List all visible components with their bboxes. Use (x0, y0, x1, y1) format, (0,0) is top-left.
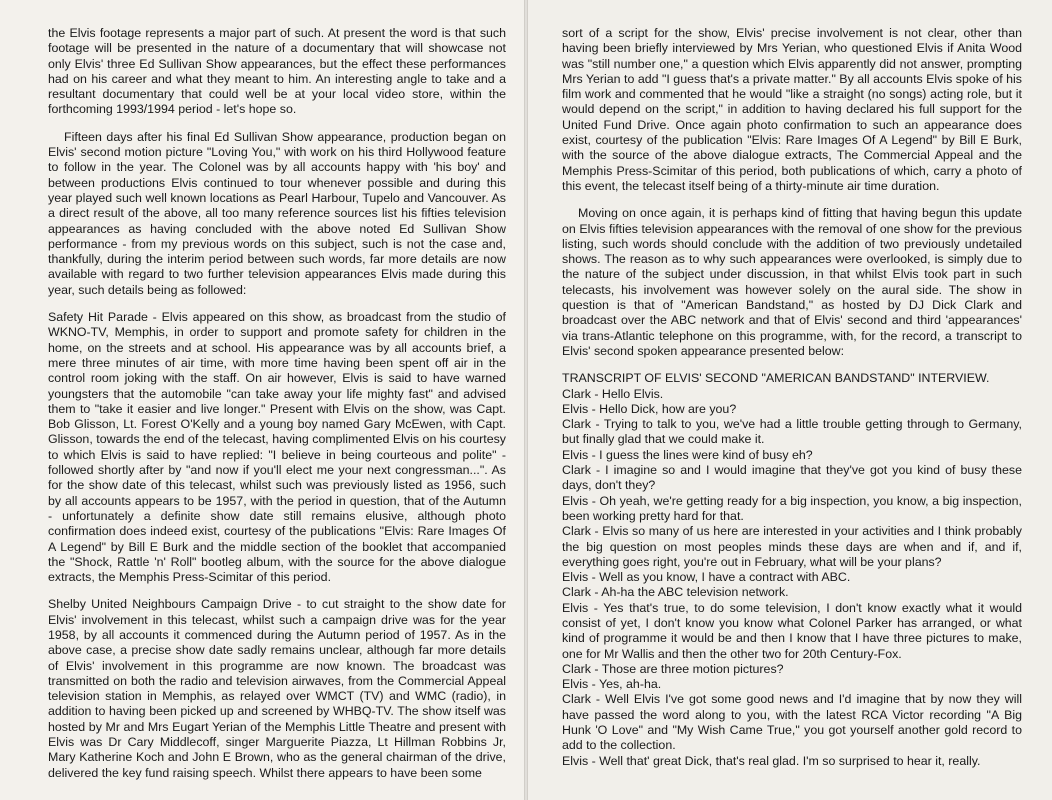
transcript-line: Clark - I imagine so and I would imagine that they've got you kind of busy these days, don't they? (562, 463, 1022, 493)
transcript-line: Clark - Ah-ha the ABC television network. (562, 585, 789, 600)
transcript-line: Clark - Elvis so many of us here are interested in your activities and I think probably the big question on most peoples minds these days are when and if, and if, everything goes right, you're out in February, what will be your plans? (562, 524, 1022, 569)
paragraph-footage-documentary: the Elvis footage represents a major part of such. At present the word is that such footage will be presented in the nature of a documentary that will showcase not only Elvis' three Ed Sullivan Show appearances, but the effect these performances had on his career and what they meant to him. An interesting angle to take and a resultant documentary that could well be at your local video store, within the forthcoming 1993/1994 period - let's hope so. (48, 26, 506, 117)
paragraph-loving-you: Fifteen days after his final Ed Sullivan Show appearance, production began on Elvis' second motion picture "Loving You," with work on his third Hollywood feature to follow in the year. The Colonel was by all accounts happy with 'his boy' and between productions Elvis continued to tour whenever possible and during this year played such well known locations as Pearl Harbour, Tupelo and Vancouver. As a direct result of the above, all too many reference sources list his fifties television appearances as having concluded with the above noted Ed Sullivan Show performance - from my previous words on this subject, such is not the case and, thankfully, during the interim period between such words, far more details are now available with regard to two further television appearances Elvis made during this year, such details being as followed: (48, 129, 506, 297)
transcript-line: Elvis - Yes that's true, to do some television, I don't know exactly what it would consist of yet, I don't know you know what Colonel Parker has arranged, or what kind of programme it would be and then I know that I have three pictures to make, one for Mr Wallis and then the other two for 20th Century-Fox. (562, 600, 1022, 661)
transcript (562, 371, 1022, 769)
transcript-line: Elvis - Yes, ah-ha. (562, 677, 662, 692)
page-gutter (524, 0, 528, 800)
transcript-heading: TRANSCRIPT OF ELVIS' SECOND "AMERICAN BANDSTAND" INTERVIEW. (562, 371, 990, 386)
paragraph-safety-hit-parade: Safety Hit Parade - Elvis appeared on this show, as broadcast from the studio of WKNO-TV, Memphis, in order to support and promote safety for children in the home, on the streets and at school. His appearance was by all accounts brief, a mere three minutes of air time, with more time having been spent off air in the control room joking with the staff. On air however, Elvis is said to have warned youngsters that the automobile "can take away your life mighty fast" and advised them to "take it easier and live longer." Present with Elvis on the show, was Capt. Bob Glisson, Lt. Forest O'Kelly and a young boy named Gary McEwen, with Capt. Glisson, towards the end of the telecast, having complimented Elvis on his courtesy to which Elvis is said to have replied: "I believe in being courteous and polite" - followed shortly after by "and now if you'll elect me your next congressman...". As for the show date of this telecast, whilst such was previously listed as 1956, such by all accounts appears to be 1957, with the period in question, that of the Autumn - unfortunately a definite show date still remains elusive, although photo confirmation does indeed exist, courtesy of the publications "Elvis: Rare Images Of A Legend" by Bill E Burk and the middle section of the booklet that accompanied the "Shock, Rattle 'n' Roll" bootleg album, with the source for the above dialogue extracts, the Memphis Press-Scimitar of this period. (48, 310, 506, 585)
paragraph-shelby-campaign: Shelby United Neighbours Campaign Drive - to cut straight to the show date for Elvis' involvement in this telecast, whilst such a campaign drive was for the year 1958, by all accounts it commenced during the Autumn period of 1957. As in the above case, a precise show date sadly remains unclear, although far more details of Elvis' involvement in this programme are now known. The broadcast was transmitted on both the radio and television airwaves, from the Commercial Appeal television station in Memphis, as relayed over WMCT (TV) and WMC (radio), in addition to having been picked up and screened by WHBQ-TV. The show itself was hosted by Mr and Mrs Eugart Yerian of the Memphis Little Theatre and present with Elvis was Dr Cary Middlecoff, singer Marguerite Piazza, Lt Hillman Robbins Jr, Mary Katherine Koch and John E Brown, who as the general chairman of the drive, delivered the key fund raising speech. Whilst there appears to have been some (48, 597, 506, 780)
transcript-line: Clark - Hello Elvis. (562, 386, 664, 401)
transcript-line: Elvis - Hello Dick, how are you? (562, 401, 737, 416)
transcript-line: Clark - Those are three motion pictures? (562, 661, 784, 676)
transcript-line: Clark - Well Elvis I've got some good news and I'd imagine that by now they will have passed the word along to you, with the latest RCA Victor recording "A Big Hunk 'O Love" and "My Wish Came True," you got yourself another gold record to add to the collection. (562, 692, 1022, 753)
transcript-line: Elvis - I guess the lines were kind of busy eh? (562, 447, 813, 462)
right-page (526, 0, 1052, 800)
paragraph-yerian-interview: sort of a script for the show, Elvis' precise involvement is not clear, other than having been briefly interviewed by Mrs Yerian, who questioned Elvis if Anita Wood was "still number one," a question which Elvis apparently did not answer, prompting Mrs Yerian to add "I guess that's a private matter." By all accounts Elvis spoke of his film work and commented that he would "like a straight (no songs) acting role, but it would depend on the script," in addition to having declared his full support for the United Fund Drive. Once again photo confirmation to such an appearance does exist, courtesy of the publication "Elvis: Rare Images Of A Legend" by Bill E Burk, with the source of the above dialogue extracts, The Commercial Appeal and the Memphis Press-Scimitar of this period, both publications of which, carry a photo of this event, the telecast itself being of a thirty-minute air time duration. (562, 26, 1022, 193)
transcript-line: Elvis - Well that' great Dick, that's real glad. I'm so surprised to hear it, really. (562, 753, 981, 768)
transcript-line: Clark - Trying to talk to you, we've had a little trouble getting through to Germany, but finally glad that we could make it. (562, 417, 1022, 447)
transcript-line: Elvis - Well as you know, I have a contract with ABC. (562, 570, 851, 585)
transcript-line: Elvis - Oh yeah, we're getting ready for a big inspection, you know, a big inspection, been working pretty hard for that. (562, 493, 1022, 523)
paragraph-american-bandstand: Moving on once again, it is perhaps kind of fitting that having begun this update on Elvis fifties television appearances with the removal of one show for the previous listing, such words should conclude with the addition of two previously undetailed shows. The reason as to why such appearances were overlooked, is simply due to the nature of the subject under discussion, in that whilst Elvis took part in such telecasts, his involvement was however solely on the aural side. The show in question is that of "American Bandstand," as hosted by DJ Dick Clark and broadcast over the ABC network and that of Elvis' second and third 'appearances' via trans-Atlantic telephone on this programme, with, for the record, a transcript to Elvis' second spoken appearance presented below: (562, 206, 1022, 358)
